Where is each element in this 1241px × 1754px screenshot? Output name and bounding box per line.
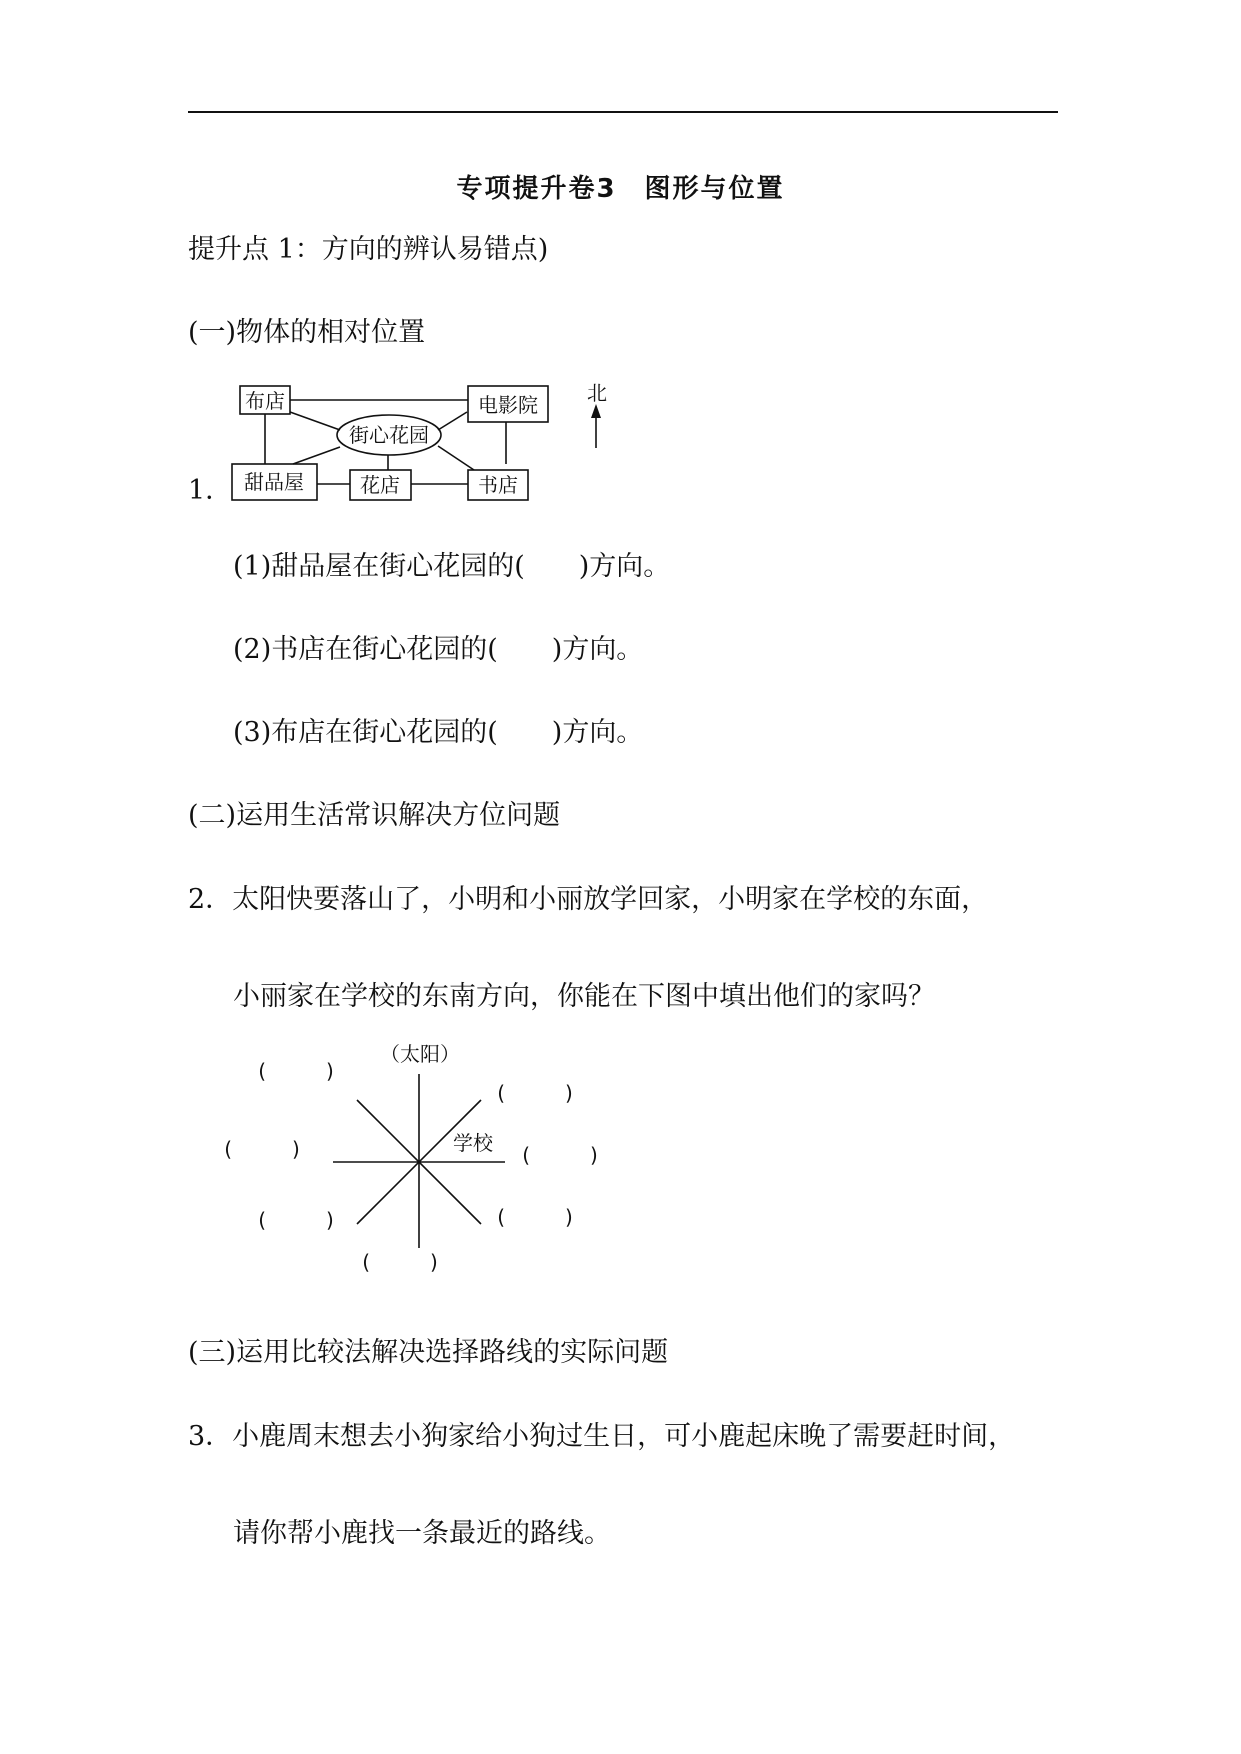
position-map-diagram xyxy=(225,378,625,504)
label-tian-pin-wu: 甜品屋 xyxy=(244,470,304,494)
sun-label: （太阳） xyxy=(380,1042,460,1066)
north-arrow-icon xyxy=(591,404,601,418)
question-3-line-2: 请你帮小鹿找一条最近的路线。 xyxy=(233,1518,611,1549)
point-heading: 提升点 1：方向的辨认易错点) xyxy=(188,234,549,265)
blank-northeast: ( ) xyxy=(497,1081,573,1105)
section-three-heading: (三)运用比较法解决选择路线的实际问题 xyxy=(188,1337,669,1368)
school-label: 学校 xyxy=(453,1131,493,1155)
question-2-line-2: 小丽家在学校的东南方向，你能在下图中填出他们的家吗？ xyxy=(233,981,935,1012)
blank-northwest: ( ) xyxy=(258,1059,334,1083)
section-one-heading: (一)物体的相对位置 xyxy=(188,317,426,348)
blank-southeast: ( ) xyxy=(497,1205,573,1229)
blank-southwest: ( ) xyxy=(258,1208,334,1232)
label-shu-dian: 书店 xyxy=(478,473,518,497)
blank-west: ( ) xyxy=(224,1137,300,1161)
label-jie-xin-hua-yuan: 街心花园 xyxy=(349,423,429,447)
question-1-part-1: (1)甜品屋在街心花园的( )方向。 xyxy=(233,551,671,582)
label-dian-ying-yuan: 电影院 xyxy=(478,393,538,417)
question-2-line-1: 2．太阳快要落山了，小明和小丽放学回家，小明家在学校的东面， xyxy=(188,884,989,915)
question-1-part-2: (2)书店在街心花园的( )方向。 xyxy=(233,634,644,665)
question-3-line-1: 3．小鹿周末想去小狗家给小狗过生日，可小鹿起床晚了需要赶时间， xyxy=(188,1421,1016,1452)
question-1-number: 1． xyxy=(188,475,233,506)
compass-diagram xyxy=(220,1036,620,1286)
page-title: 专项提升卷3 图形与位置 xyxy=(456,174,785,204)
section-two-heading: (二)运用生活常识解决方位问题 xyxy=(188,800,561,831)
label-bu-dian: 布店 xyxy=(245,389,285,413)
north-label: 北 xyxy=(587,381,607,405)
question-1-part-3: (3)布店在街心花园的( )方向。 xyxy=(233,717,644,748)
label-hua-dian: 花店 xyxy=(360,473,400,497)
blank-east: ( ) xyxy=(522,1143,598,1167)
header-rule xyxy=(188,111,1058,113)
blank-south: ( ) xyxy=(362,1250,438,1274)
